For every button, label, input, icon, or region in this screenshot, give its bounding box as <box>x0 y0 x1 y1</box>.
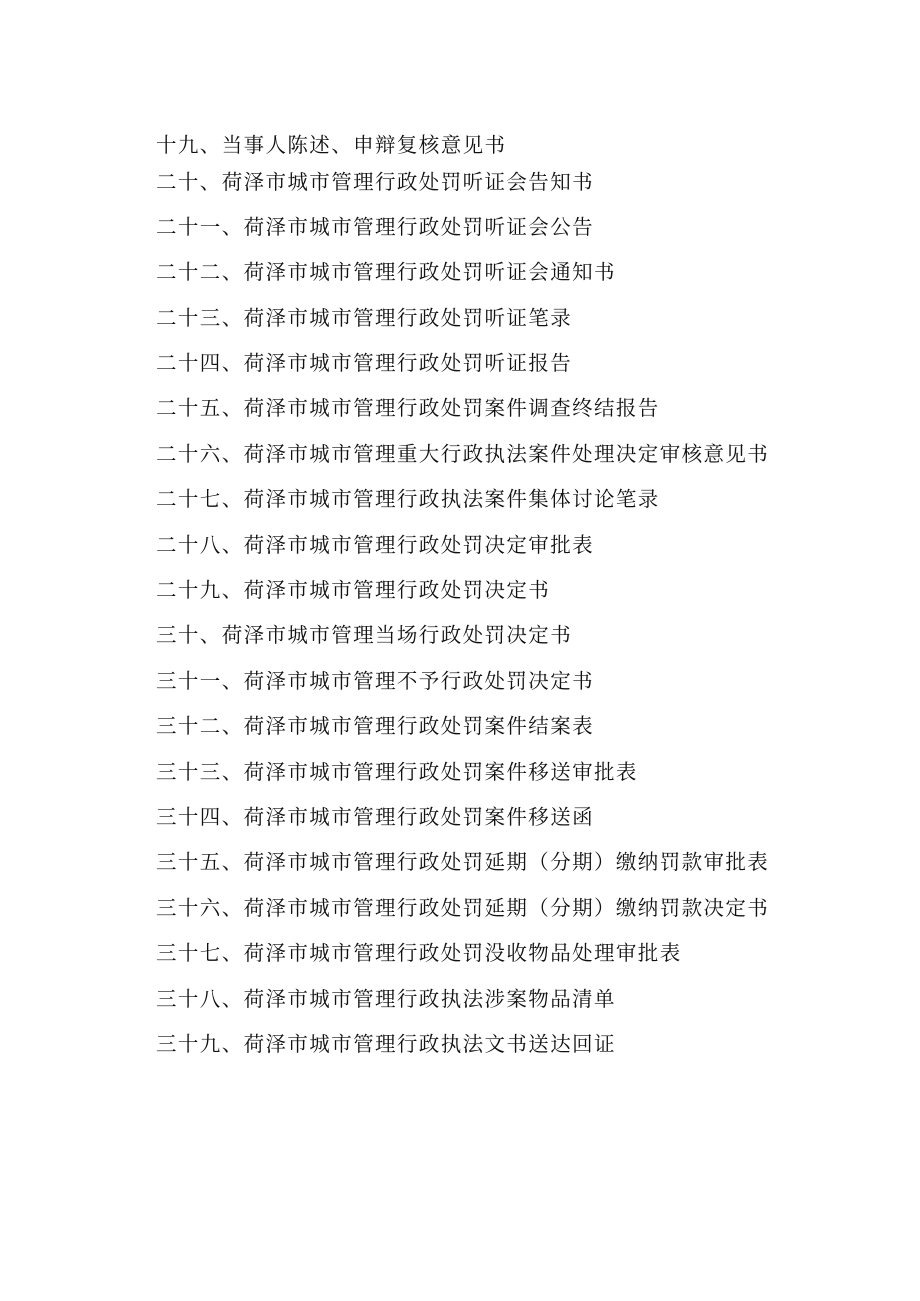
list-item: 二十九、荷泽市城市管理行政处罚决定书 <box>156 578 551 603</box>
list-item: 二十六、荷泽市城市管理重大行政执法案件处理决定审核意见书 <box>156 441 770 466</box>
list-item: 三十、荷泽市城市管理当场行政处罚决定书 <box>156 623 573 648</box>
list-item: 三十一、荷泽市城市管理不予行政处罚决定书 <box>156 668 594 693</box>
list-item: 三十五、荷泽市城市管理行政处罚延期（分期）缴纳罚款审批表 <box>156 850 770 875</box>
list-item: 二十二、荷泽市城市管理行政处罚听证会通知书 <box>156 260 616 285</box>
list-item: 三十七、荷泽市城市管理行政处罚没收物品处理审批表 <box>156 941 682 966</box>
document-list <box>156 131 856 1075</box>
list-item: 二十一、荷泽市城市管理行政处罚听证会公告 <box>156 214 594 239</box>
list-item: 三十九、荷泽市城市管理行政执法文书送达回证 <box>156 1031 616 1056</box>
list-item: 三十六、荷泽市城市管理行政处罚延期（分期）缴纳罚款决定书 <box>156 895 770 920</box>
list-item: 十九、当事人陈述、申辩复核意见书 <box>156 133 507 157</box>
list-item: 三十二、荷泽市城市管理行政处罚案件结案表 <box>156 714 594 739</box>
list-item: 二十七、荷泽市城市管理行政执法案件集体讨论笔录 <box>156 487 660 512</box>
list-item: 二十五、荷泽市城市管理行政处罚案件调查终结报告 <box>156 396 660 421</box>
list-item: 三十三、荷泽市城市管理行政处罚案件移送审批表 <box>156 759 638 784</box>
list-item: 二十四、荷泽市城市管理行政处罚听证报告 <box>156 351 573 376</box>
list-item: 二十、荷泽市城市管理行政处罚听证会告知书 <box>156 169 594 194</box>
list-item: 二十八、荷泽市城市管理行政处罚决定审批表 <box>156 532 594 557</box>
list-item: 三十四、荷泽市城市管理行政处罚案件移送函 <box>156 804 594 829</box>
list-item: 二十三、荷泽市城市管理行政处罚听证笔录 <box>156 305 573 330</box>
list-item: 三十八、荷泽市城市管理行政执法涉案物品清单 <box>156 986 616 1011</box>
